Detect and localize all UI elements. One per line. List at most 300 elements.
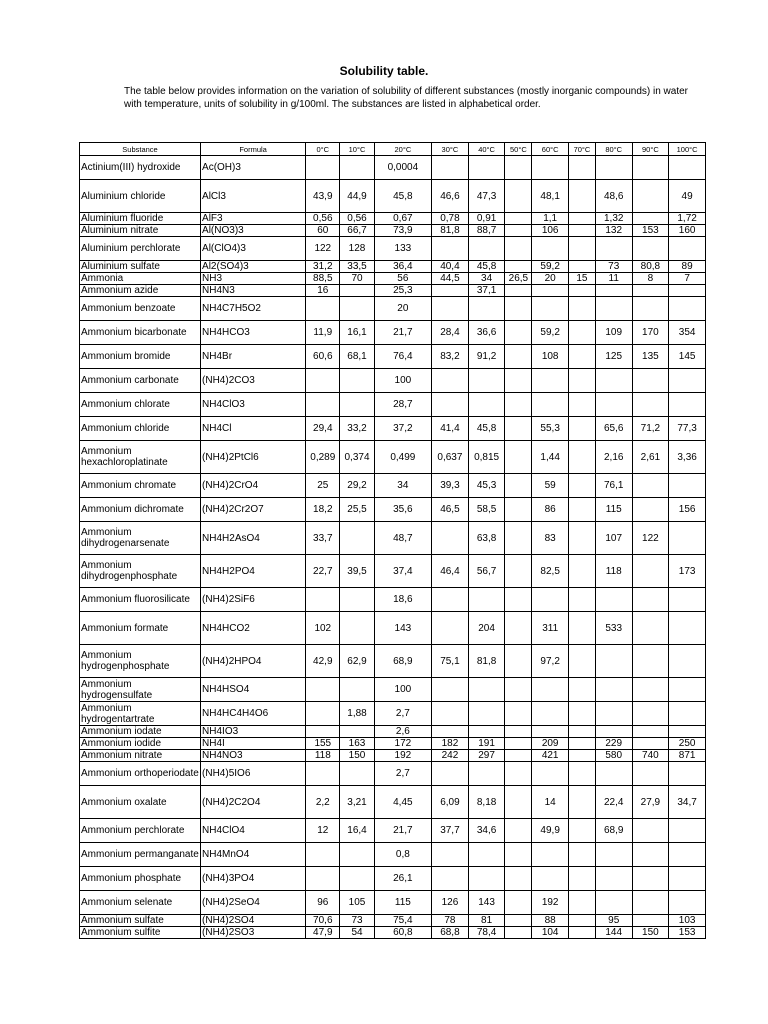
value-cell (632, 645, 669, 678)
value-cell: 135 (632, 345, 669, 369)
table-row (80, 678, 706, 702)
substance-cell: Ammonium bromide (80, 345, 201, 369)
value-cell (505, 726, 532, 738)
value-cell (505, 297, 532, 321)
value-cell: 2,2 (306, 786, 340, 819)
value-cell: 144 (595, 927, 632, 939)
table-row (80, 867, 706, 891)
value-cell (632, 474, 669, 498)
formula-cell: Al(ClO4)3 (201, 237, 306, 261)
value-cell: 88,7 (468, 225, 505, 237)
substance-cell: Aluminium chloride (80, 180, 201, 213)
substance-cell: Ammonium iodide (80, 738, 201, 750)
formula-cell: (NH4)3PO4 (201, 867, 306, 891)
value-cell: 59,2 (532, 261, 569, 273)
formula-cell: NH4ClO3 (201, 393, 306, 417)
value-cell: 106 (532, 225, 569, 237)
substance-cell: Ammonium benzoate (80, 297, 201, 321)
value-cell: 1,1 (532, 213, 569, 225)
value-cell: 0,289 (306, 441, 340, 474)
table-row (80, 555, 706, 588)
value-cell: 39,3 (432, 474, 469, 498)
value-cell: 48,6 (595, 180, 632, 213)
value-cell (632, 612, 669, 645)
formula-cell: NH4HCO2 (201, 612, 306, 645)
substance-cell: Aluminium perchlorate (80, 237, 201, 261)
value-cell: 60,6 (306, 345, 340, 369)
substance-cell: Ammonium bicarbonate (80, 321, 201, 345)
value-cell: 109 (595, 321, 632, 345)
value-cell (468, 867, 505, 891)
value-cell: 0,637 (432, 441, 469, 474)
value-cell: 37,4 (374, 555, 431, 588)
value-cell (632, 678, 669, 702)
value-cell: 18,2 (306, 498, 340, 522)
value-cell: 115 (595, 498, 632, 522)
value-cell: 76,1 (595, 474, 632, 498)
value-cell (569, 213, 596, 225)
value-cell (595, 843, 632, 867)
substance-cell: Ammonium dichromate (80, 498, 201, 522)
table-row (80, 297, 706, 321)
value-cell: 100 (374, 369, 431, 393)
formula-cell: (NH4)2Cr2O7 (201, 498, 306, 522)
value-cell: 0,0004 (374, 156, 431, 180)
substance-cell: Ammonium carbonate (80, 369, 201, 393)
value-cell (632, 867, 669, 891)
value-cell (468, 762, 505, 786)
value-cell: 97,2 (532, 645, 569, 678)
value-cell: 8,18 (468, 786, 505, 819)
value-cell (532, 762, 569, 786)
value-cell (340, 612, 374, 645)
value-cell: 172 (374, 738, 431, 750)
value-cell: 95 (595, 915, 632, 927)
value-cell (432, 588, 469, 612)
formula-cell: NH4HCO3 (201, 321, 306, 345)
value-cell: 81 (468, 915, 505, 927)
value-cell (505, 522, 532, 555)
value-cell (569, 750, 596, 762)
value-cell: 45,3 (468, 474, 505, 498)
value-cell (468, 702, 505, 726)
substance-cell: Ammonium hydrogensulfate (80, 678, 201, 702)
value-cell (632, 588, 669, 612)
value-cell: 250 (669, 738, 706, 750)
value-cell (340, 588, 374, 612)
value-cell: 73 (595, 261, 632, 273)
value-cell (340, 156, 374, 180)
value-cell (505, 498, 532, 522)
formula-cell: AlCl3 (201, 180, 306, 213)
value-cell: 58,5 (468, 498, 505, 522)
substance-cell: Ammonium hydrogentartrate (80, 702, 201, 726)
value-cell (569, 738, 596, 750)
substance-cell: Ammonia (80, 273, 201, 285)
intro-paragraph: The table below provides information on the variation of solubility of different substances (mostly inorganic compounds) in water with temperature, units of solubility in g/100ml. The substances are listed in alphabetical order. (124, 86, 688, 110)
value-cell (569, 225, 596, 237)
formula-cell: Al(NO3)3 (201, 225, 306, 237)
value-cell: 33,7 (306, 522, 340, 555)
value-cell: 1,72 (669, 213, 706, 225)
value-cell: 68,9 (595, 819, 632, 843)
formula-cell: (NH4)2PtCl6 (201, 441, 306, 474)
formula-cell: NH4Cl (201, 417, 306, 441)
value-cell: 204 (468, 612, 505, 645)
value-cell: 8 (632, 273, 669, 285)
value-cell: 27,9 (632, 786, 669, 819)
value-cell: 153 (669, 927, 706, 939)
value-cell: 7 (669, 273, 706, 285)
formula-cell: NH4Br (201, 345, 306, 369)
value-cell: 33,5 (340, 261, 374, 273)
value-cell (505, 285, 532, 297)
value-cell (505, 762, 532, 786)
value-cell: 73,9 (374, 225, 431, 237)
formula-cell: (NH4)5IO6 (201, 762, 306, 786)
value-cell (505, 237, 532, 261)
value-cell: 28,4 (432, 321, 469, 345)
value-cell: 48,1 (532, 180, 569, 213)
table-row (80, 843, 706, 867)
value-cell: 88,5 (306, 273, 340, 285)
value-cell: 45,8 (374, 180, 431, 213)
substance-cell: Ammonium dihydrogenphosphate (80, 555, 201, 588)
formula-cell: (NH4)2SO3 (201, 927, 306, 939)
formula-cell: AlF3 (201, 213, 306, 225)
value-cell: 47,3 (468, 180, 505, 213)
table-row (80, 225, 706, 237)
value-cell: 126 (432, 891, 469, 915)
value-cell (632, 738, 669, 750)
value-cell (505, 156, 532, 180)
value-cell (669, 819, 706, 843)
value-cell (669, 762, 706, 786)
substance-cell: Ammonium chlorate (80, 393, 201, 417)
value-cell (432, 156, 469, 180)
value-cell: 25,3 (374, 285, 431, 297)
value-cell: 56,7 (468, 555, 505, 588)
table-row (80, 819, 706, 843)
value-cell: 48,7 (374, 522, 431, 555)
value-cell (340, 285, 374, 297)
value-cell: 96 (306, 891, 340, 915)
formula-cell: (NH4)2HPO4 (201, 645, 306, 678)
value-cell (505, 555, 532, 588)
formula-cell: (NH4)2SeO4 (201, 891, 306, 915)
value-cell (532, 237, 569, 261)
value-cell: 16,4 (340, 819, 374, 843)
substance-cell: Ammonium chromate (80, 474, 201, 498)
value-cell (505, 441, 532, 474)
value-cell (569, 819, 596, 843)
value-cell (306, 393, 340, 417)
value-cell: 34,6 (468, 819, 505, 843)
value-cell (432, 678, 469, 702)
table-row (80, 915, 706, 927)
formula-cell: NH4ClO4 (201, 819, 306, 843)
column-header: 50°C (505, 143, 532, 156)
substance-cell: Aluminium nitrate (80, 225, 201, 237)
value-cell: 160 (669, 225, 706, 237)
column-header: 90°C (632, 143, 669, 156)
value-cell (340, 867, 374, 891)
formula-cell: NH4MnO4 (201, 843, 306, 867)
value-cell (632, 819, 669, 843)
value-cell: 31,2 (306, 261, 340, 273)
value-cell (669, 522, 706, 555)
value-cell: 59,2 (532, 321, 569, 345)
value-cell: 104 (532, 927, 569, 939)
value-cell (669, 702, 706, 726)
value-cell: 37,2 (374, 417, 431, 441)
value-cell (306, 762, 340, 786)
value-cell: 68,9 (374, 645, 431, 678)
substance-cell: Ammonium hydrogenphosphate (80, 645, 201, 678)
value-cell (432, 285, 469, 297)
value-cell: 26,5 (505, 273, 532, 285)
value-cell (632, 726, 669, 738)
formula-cell: (NH4)2CrO4 (201, 474, 306, 498)
value-cell (595, 297, 632, 321)
value-cell (632, 156, 669, 180)
value-cell (569, 915, 596, 927)
value-cell (595, 285, 632, 297)
table-row (80, 180, 706, 213)
value-cell: 49 (669, 180, 706, 213)
value-cell (669, 369, 706, 393)
value-cell (505, 843, 532, 867)
formula-cell: (NH4)2SiF6 (201, 588, 306, 612)
value-cell (569, 441, 596, 474)
value-cell: 76,4 (374, 345, 431, 369)
substance-cell: Ammonium permanganate (80, 843, 201, 867)
value-cell (432, 237, 469, 261)
value-cell (595, 237, 632, 261)
value-cell: 47,9 (306, 927, 340, 939)
value-cell: 37,7 (432, 819, 469, 843)
value-cell: 155 (306, 738, 340, 750)
value-cell (569, 393, 596, 417)
table-row (80, 612, 706, 645)
value-cell (569, 297, 596, 321)
value-cell (532, 297, 569, 321)
substance-cell: Ammonium azide (80, 285, 201, 297)
value-cell: 0,499 (374, 441, 431, 474)
formula-cell: (NH4)2CO3 (201, 369, 306, 393)
value-cell: 0,91 (468, 213, 505, 225)
value-cell: 46,4 (432, 555, 469, 588)
value-cell (306, 369, 340, 393)
column-header: Formula (201, 143, 306, 156)
value-cell (532, 588, 569, 612)
substance-cell: Ammonium perchlorate (80, 819, 201, 843)
value-cell (632, 762, 669, 786)
table-row (80, 927, 706, 939)
value-cell (669, 867, 706, 891)
value-cell: 68,1 (340, 345, 374, 369)
value-cell (595, 726, 632, 738)
substance-cell: Actinium(III) hydroxide (80, 156, 201, 180)
substance-cell: Ammonium iodate (80, 726, 201, 738)
value-cell (505, 261, 532, 273)
value-cell (306, 588, 340, 612)
value-cell: 28,7 (374, 393, 431, 417)
value-cell: 311 (532, 612, 569, 645)
value-cell (505, 321, 532, 345)
value-cell: 63,8 (468, 522, 505, 555)
value-cell (569, 612, 596, 645)
table-row (80, 237, 706, 261)
value-cell: 75,1 (432, 645, 469, 678)
value-cell (569, 474, 596, 498)
value-cell (632, 555, 669, 588)
value-cell: 18,6 (374, 588, 431, 612)
value-cell: 83 (532, 522, 569, 555)
value-cell: 88 (532, 915, 569, 927)
value-cell: 192 (374, 750, 431, 762)
value-cell: 128 (340, 237, 374, 261)
value-cell (505, 393, 532, 417)
value-cell: 105 (340, 891, 374, 915)
substance-cell: Ammonium selenate (80, 891, 201, 915)
value-cell: 122 (306, 237, 340, 261)
substance-cell: Ammonium phosphate (80, 867, 201, 891)
value-cell (632, 393, 669, 417)
value-cell (340, 726, 374, 738)
value-cell (505, 867, 532, 891)
value-cell: 83,2 (432, 345, 469, 369)
table-row (80, 786, 706, 819)
value-cell (532, 867, 569, 891)
value-cell (505, 891, 532, 915)
value-cell: 78 (432, 915, 469, 927)
value-cell (505, 819, 532, 843)
value-cell (432, 393, 469, 417)
value-cell: 29,4 (306, 417, 340, 441)
value-cell: 115 (374, 891, 431, 915)
value-cell (569, 843, 596, 867)
formula-cell: NH4HC4H4O6 (201, 702, 306, 726)
formula-cell: NH4H2AsO4 (201, 522, 306, 555)
table-row (80, 522, 706, 555)
substance-cell: Ammonium nitrate (80, 750, 201, 762)
value-cell: 580 (595, 750, 632, 762)
value-cell: 16,1 (340, 321, 374, 345)
value-cell: 20 (374, 297, 431, 321)
table-row (80, 762, 706, 786)
value-cell (669, 726, 706, 738)
value-cell: 15 (569, 273, 596, 285)
value-cell (632, 237, 669, 261)
table-row (80, 738, 706, 750)
value-cell (432, 843, 469, 867)
value-cell: 100 (374, 678, 431, 702)
table-row (80, 285, 706, 297)
value-cell (306, 726, 340, 738)
value-cell: 36,6 (468, 321, 505, 345)
substance-cell: Ammonium chloride (80, 417, 201, 441)
value-cell: 0,56 (340, 213, 374, 225)
value-cell: 108 (532, 345, 569, 369)
value-cell (569, 237, 596, 261)
value-cell (569, 285, 596, 297)
formula-cell: (NH4)2SO4 (201, 915, 306, 927)
substance-cell: Ammonium hexachloroplatinate (80, 441, 201, 474)
value-cell: 54 (340, 927, 374, 939)
value-cell (669, 678, 706, 702)
value-cell: 0,67 (374, 213, 431, 225)
value-cell: 2,6 (374, 726, 431, 738)
value-cell: 46,6 (432, 180, 469, 213)
value-cell (432, 369, 469, 393)
value-cell: 12 (306, 819, 340, 843)
value-cell (432, 522, 469, 555)
value-cell: 103 (669, 915, 706, 927)
column-header: 40°C (468, 143, 505, 156)
solubility-table (79, 142, 706, 939)
value-cell (569, 702, 596, 726)
substance-cell: Aluminium fluoride (80, 213, 201, 225)
formula-cell: NH4HSO4 (201, 678, 306, 702)
value-cell (505, 213, 532, 225)
value-cell (505, 180, 532, 213)
value-cell: 1,88 (340, 702, 374, 726)
value-cell (569, 345, 596, 369)
value-cell (569, 522, 596, 555)
value-cell (595, 702, 632, 726)
value-cell: 242 (432, 750, 469, 762)
header-row (80, 143, 706, 156)
value-cell: 6,09 (432, 786, 469, 819)
value-cell: 0,374 (340, 441, 374, 474)
value-cell (532, 156, 569, 180)
substance-cell: Ammonium formate (80, 612, 201, 645)
value-cell (569, 156, 596, 180)
value-cell (306, 867, 340, 891)
value-cell: 81,8 (468, 645, 505, 678)
value-cell (468, 237, 505, 261)
value-cell (569, 762, 596, 786)
column-header: 30°C (432, 143, 469, 156)
value-cell: 91,2 (468, 345, 505, 369)
value-cell (632, 213, 669, 225)
value-cell (669, 891, 706, 915)
value-cell (468, 156, 505, 180)
table-row (80, 213, 706, 225)
value-cell: 2,16 (595, 441, 632, 474)
value-cell (340, 297, 374, 321)
value-cell (532, 285, 569, 297)
value-cell (505, 645, 532, 678)
value-cell (505, 474, 532, 498)
value-cell: 29,2 (340, 474, 374, 498)
value-cell (468, 369, 505, 393)
value-cell: 16 (306, 285, 340, 297)
value-cell (632, 702, 669, 726)
value-cell: 70,6 (306, 915, 340, 927)
value-cell: 0,56 (306, 213, 340, 225)
value-cell (340, 393, 374, 417)
value-cell: 82,5 (532, 555, 569, 588)
value-cell (669, 645, 706, 678)
value-cell (569, 891, 596, 915)
substance-cell: Ammonium sulfite (80, 927, 201, 939)
value-cell (306, 156, 340, 180)
formula-cell: NH4N3 (201, 285, 306, 297)
value-cell (569, 867, 596, 891)
value-cell: 33,2 (340, 417, 374, 441)
